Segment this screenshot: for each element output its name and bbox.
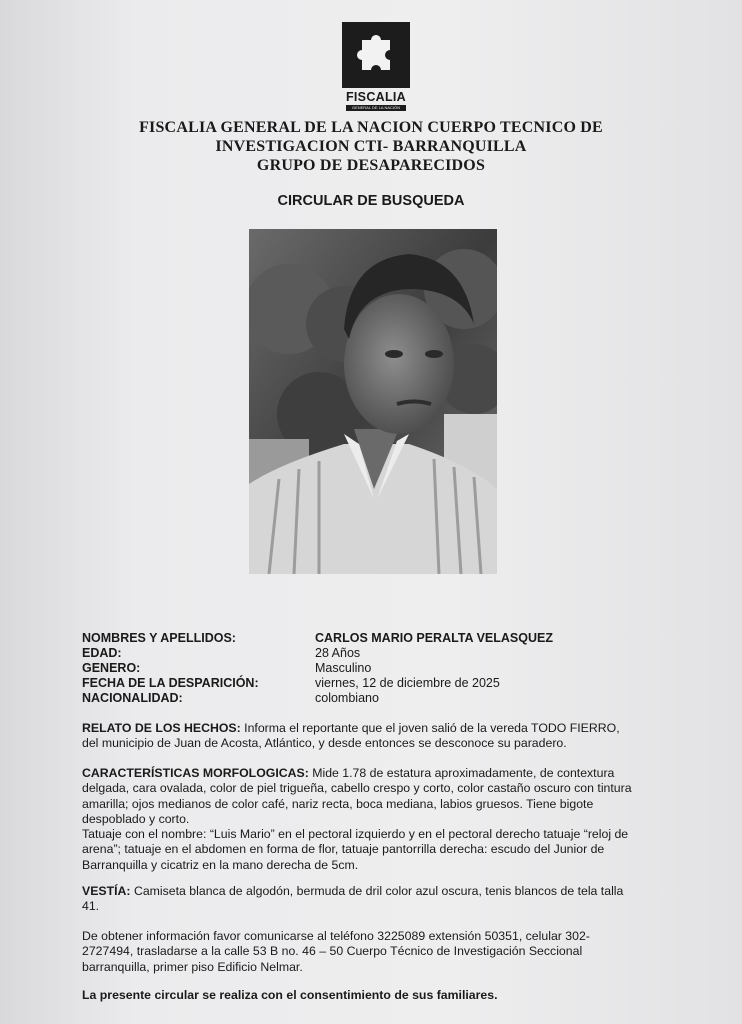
name-label: NOMBRES Y APELLIDOS: <box>82 631 236 645</box>
relato-text-1: Informa el reportante que el joven salió de la vereda TODO FIERRO, <box>244 721 620 735</box>
contacto-text-1: De obtener información favor comunicarse al teléfono 3225089 extensión 50351, celular 302- <box>82 929 590 943</box>
header-line-1: FISCALIA GENERAL DE LA NACION CUERPO TECNICO DE <box>139 119 603 136</box>
caracteristicas-label: CARACTERÍSTICAS MORFOLOGICAS: <box>82 766 309 780</box>
disappearance-date-value: viernes, 12 de diciembre de 2025 <box>315 676 500 690</box>
vestia-label: VESTÍA: <box>82 884 131 898</box>
relato-label: RELATO DE LOS HECHOS: <box>82 721 241 735</box>
consent-footer: La presente circular se realiza con el consentimiento de sus familiares. <box>82 988 498 1002</box>
contacto-section <box>82 929 660 975</box>
caracteristicas-text-4: despoblado y corto. <box>82 811 190 826</box>
age-label: EDAD: <box>82 646 122 660</box>
gender-value: Masculino <box>315 661 372 675</box>
fiscalia-logo <box>342 22 410 116</box>
contacto-text-2: 2727494, trasladarse a la calle 53 B no. 46 – 50 Cuerpo Técnico de Investigación Seccional <box>82 944 583 959</box>
gender-label: GENERO: <box>82 661 141 675</box>
vestia-text-2: 41. <box>82 899 100 914</box>
caracteristicas-text-3: amarilla; ojos medianos de color café, nariz recta, boca mediana, labios gruesos. Tiene bigote <box>82 796 594 811</box>
nationality-value: colombiano <box>315 691 379 705</box>
caracteristicas-text-6: arena”; tatuaje en el abdomen en forma de flor, tatuaje pantorrilla derecha: escudo del Junior de <box>82 842 605 857</box>
caracteristicas-text-2: delgada, cara ovalada, color de piel trigueña, cabello crespo y corto, color castaño oscuro con tintura <box>82 781 632 796</box>
header-line-2: INVESTIGACION CTI- BARRANQUILLA <box>215 138 527 155</box>
vestia-text-1: Camiseta blanca de algodón, bermuda de dril color azul oscura, tenis blancos de tela talla <box>133 884 624 898</box>
document-title: CIRCULAR DE BUSQUEDA <box>277 193 465 209</box>
name-value: CARLOS MARIO PERALTA VELASQUEZ <box>315 631 553 645</box>
logo-wordmark: FISCALIA <box>345 90 407 104</box>
missing-person-photo <box>249 229 497 574</box>
header-line-3: GRUPO DE DESAPARECIDOS <box>256 157 486 174</box>
disappearance-date-label: FECHA DE LA DESPARICIÓN: <box>82 676 259 690</box>
relato-section <box>82 721 660 752</box>
caracteristicas-text-7: Barranquilla y cicatriz en la mano derecha de 5cm. <box>82 857 359 872</box>
logo-subtitle: GENERAL DE LA NACIÓN <box>346 105 406 111</box>
vestia-section <box>82 884 660 915</box>
contacto-text-3: barranquilla, primer piso Edificio Nelmar. <box>82 959 303 974</box>
puzzle-piece-icon <box>342 22 410 88</box>
caracteristicas-text-1: Mide 1.78 de estatura aproximadamente, de contextura <box>312 766 615 780</box>
caracteristicas-section <box>82 766 660 873</box>
relato-text-2: del municipio de Juan de Acosta, Atlántico, y desde entonces se desconoce su paradero. <box>82 736 567 751</box>
nationality-label: NACIONALIDAD: <box>82 691 183 705</box>
age-value: 28 Años <box>315 646 361 660</box>
caracteristicas-text-5: Tatuaje con el nombre: “Luis Mario” en el pectoral izquierdo y en el pectoral derecho tatuaje “reloj de <box>82 827 629 842</box>
